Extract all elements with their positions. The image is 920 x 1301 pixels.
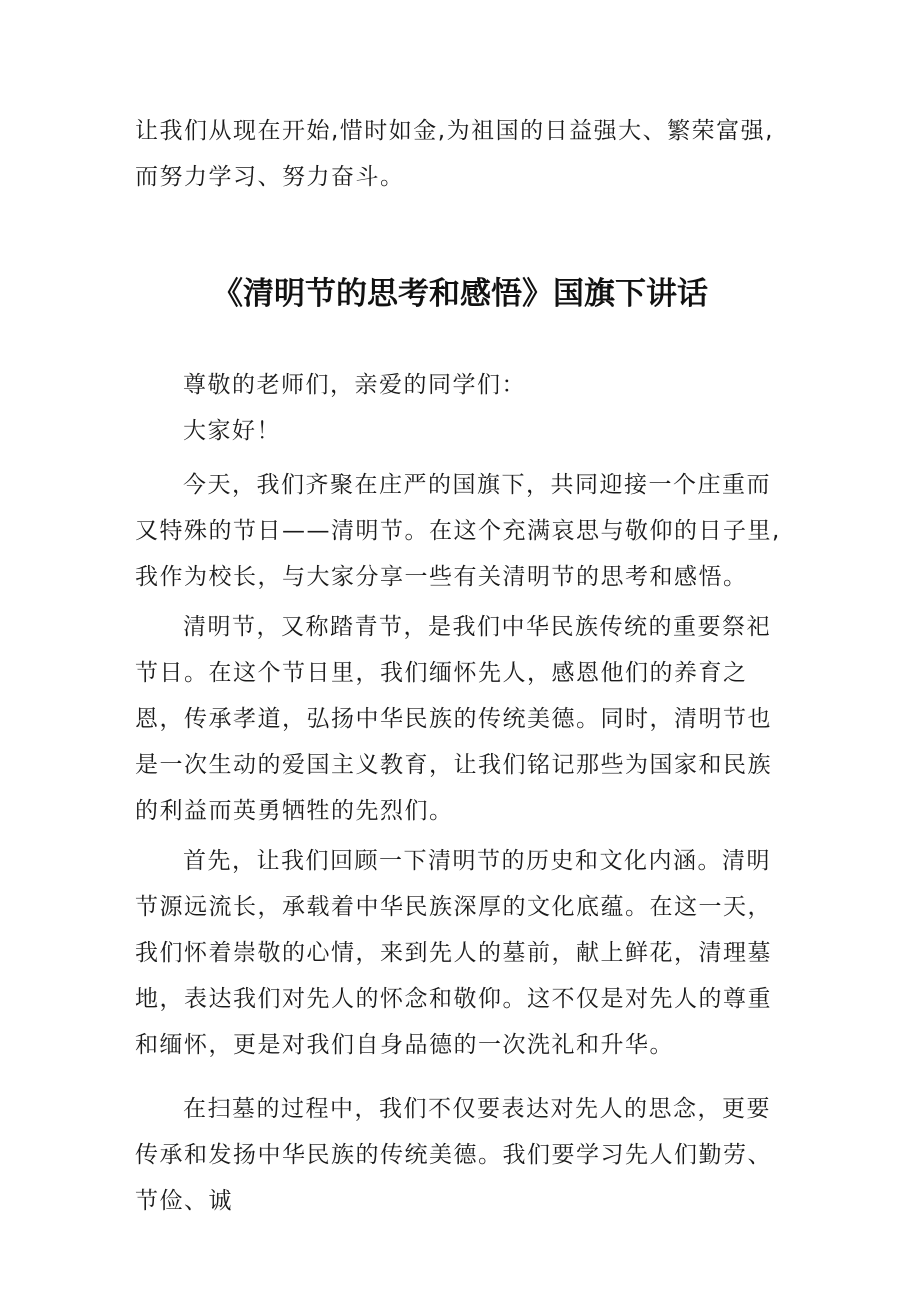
page-title: 《清明节的思考和感悟》国旗下讲话 (212, 276, 708, 312)
intro-paragraph: 让我们从现在开始,惜时如金,为祖国的日益强大、繁荣富强,而努力学习、努力奋斗。 (135, 118, 774, 190)
salutation: 尊敬的老师们，亲爱的同学们： (183, 372, 526, 398)
body-paragraph: 首先，让我们回顾一下清明节的历史和文化内涵。清明节源远流长，承载着中华民族深厚的文化底蕴。在这一天，我们怀着崇敬的心情，来到先人的墓前，献上鲜花，清理墓地，表达我们对先人的怀念和敬仰。这不仅是对先人的尊重和缅怀，更是对我们自身品德的一次洗礼和升华。 (135, 848, 772, 1058)
body-paragraph: 今天，我们齐聚在庄严的国旗下，共同迎接一个庄重而又特殊的节日——清明节。在这个充满哀思与敬仰的日子里,我作为校长，与大家分享一些有关清明节的思考和感悟。 (135, 472, 781, 590)
body-paragraph: 在扫墓的过程中，我们不仅要表达对先人的思念，更要传承和发扬中华民族的传统美德。我们要学习先人们勤劳、节俭、诚 (135, 1096, 772, 1214)
greeting: 大家好！ (183, 418, 281, 444)
body-paragraph: 清明节，又称踏青节，是我们中华民族传统的重要祭祀节日。在这个节日里，我们缅怀先人，感恩他们的养育之恩，传承孝道，弘扬中华民族的传统美德。同时，清明节也是一次生动的爱国主义教育，让我们铭记那些为国家和民族的利益而英勇牺牲的先烈们。 (135, 614, 772, 824)
